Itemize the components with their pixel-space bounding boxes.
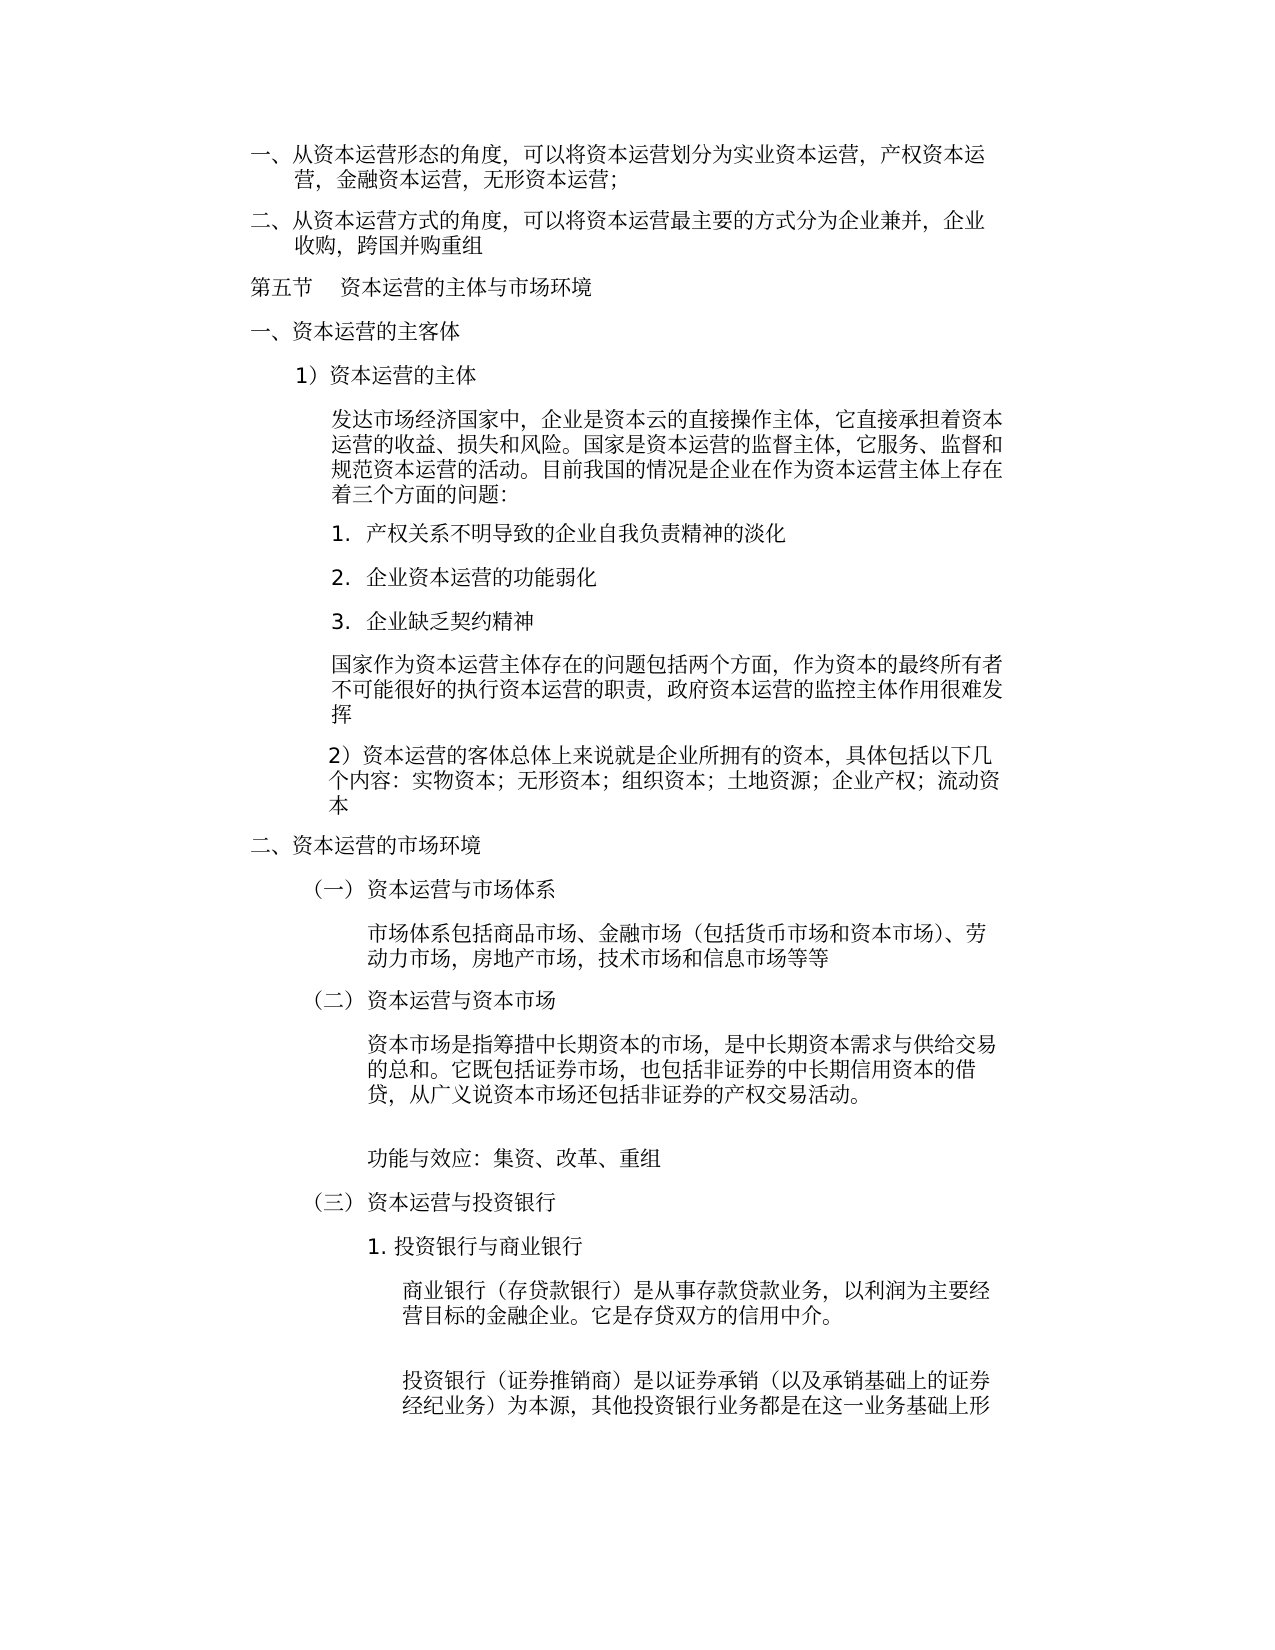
- paragraph-commercial-bank: 商业银行（存贷款银行）是从事存款贷款业务，以利润为主要经 营目标的金融企业。它是存贷双方的信用中介。: [402, 1279, 990, 1328]
- paragraph-investment-bank: 投资银行（证券推销商）是以证券承销（以及承销基础上的证券 经纪业务）为本源，其他投资银行业务都是在这一业务基础上形: [402, 1369, 990, 1418]
- list-item: 1. 产权关系不明导致的企业自我负责精神的淡化: [331, 522, 786, 546]
- paragraph-object: 2）资本运营的客体总体上来说就是企业所拥有的资本，具体包括以下几 个内容：实物资本；无形资本；组织资本；土地资源；企业产权；流动资 本: [328, 744, 1000, 818]
- paragraph-functions: 功能与效应：集资、改革、重组: [367, 1147, 661, 1171]
- paragraph-subject: 发达市场经济国家中，企业是资本云的直接操作主体，它直接承担着资本 运营的收益、损失和风险。国家是资本运营的监督主体，它服务、监督和 规范资本运营的活动。目前我国的情况是企业在作为资本运营主体上存在 着三个方面的问题：: [331, 408, 1003, 507]
- paragraph-market-system: 市场体系包括商品市场、金融市场（包括货币市场和资本市场）、劳 动力市场，房地产市场，技术市场和信息市场等等: [367, 922, 987, 971]
- list-item: 3. 企业缺乏契约精神: [331, 610, 534, 634]
- paragraph-state-issues: 国家作为资本运营主体存在的问题包括两个方面，作为资本的最终所有者 不可能很好的执行资本运营的职责，政府资本运营的监控主体作用很难发 挥: [331, 653, 1003, 727]
- section-heading-5: [250, 276, 592, 301]
- heading-subject-object: 一、资本运营的主客体: [250, 320, 460, 344]
- section-number: 第五节: [250, 276, 313, 300]
- paragraph-capital-market: 资本市场是指筹措中长期资本的市场，是中长期资本需求与供给交易 的总和。它既包括证券市场，也包括非证券的中长期信用资本的借 贷，从广义说资本市场还包括非证券的产权交易活动。: [367, 1033, 997, 1107]
- paragraph-capital-forms: 一、从资本运营形态的角度，可以将资本运营划分为实业资本运营，产权资本运 营，金融资本运营，无形资本运营；: [250, 143, 985, 192]
- list-item: 2. 企业资本运营的功能弱化: [331, 566, 597, 590]
- section-title: 资本运营的主体与市场环境: [340, 276, 592, 300]
- heading-market-environment: 二、资本运营的市场环境: [250, 834, 481, 858]
- subheading-capital-market: （二）资本运营与资本市场: [302, 989, 556, 1013]
- subheading-subject: 1）资本运营的主体: [295, 364, 477, 388]
- subheading-market-system: （一）资本运营与市场体系: [302, 878, 556, 902]
- subheading-banks: 1. 投资银行与商业银行: [367, 1235, 583, 1259]
- paragraph-capital-methods: 二、从资本运营方式的角度，可以将资本运营最主要的方式分为企业兼并，企业 收购，跨国并购重组: [250, 209, 985, 258]
- subheading-investment-bank: （三）资本运营与投资银行: [302, 1191, 556, 1215]
